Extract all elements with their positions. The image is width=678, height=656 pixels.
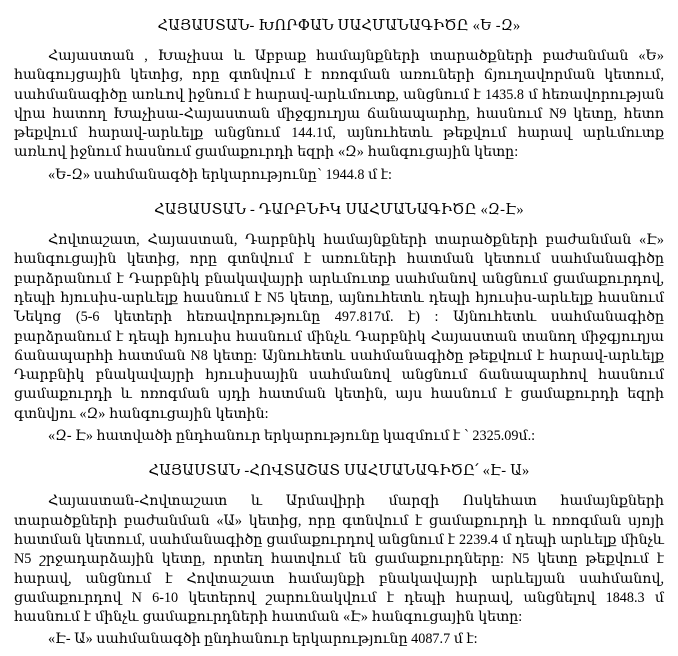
section-heading-3: ՀԱՅԱՍՏԱՆ -ՀՈՎՏԱՇԱՏ ՍԱՀՄԱՆԱԳԻԾԸ՛ «Է- Ա» bbox=[148, 463, 530, 480]
section-heading-2: ՀԱՅԱՍՏԱՆ - ԴԱՐԲՆԻԿ ՍԱՀՄԱՆԱԳԻԾԸ «Զ-Է» bbox=[154, 202, 524, 219]
section-body-2: Հովտաշատ, Հայաստան, Դարբնիկ համայնքների տարածքների բաժանման «Է» հանգուցային կետից, որը գտնվում է առուների հատման կետում սահմանագիծը բարձրանում է Դարբնիկ բնակավայրի արևմուտք սահմանով անցնում ցամաքուրդով, դեպի հյուսիս-արևելք հասնում է N5 կետը, այնուհետև դեպի հյուսիս-արևելք հասնում Նեկոց (5-6 կետերի հեռավորությունը 497.817մ. է) : Այնուհետև սահմանագիծը բարձրանում է դեպի հյուսիս հասնում մինչև Դարբնիկ Հայաստան տանող միջգյուղյա ճանապարհի հատման N8 կետը: Այնուհետև սահմանագիծը թեքվում է հարավ-արևելք Դարբնիկ բնակավայրի հյուսիսային սահմանով անցնում ճանապարհով հասնում ցամաքուրդի և ոռոգման սյդի հատման կետին, այս հասնում է ցամաքուրդի եզրի գտնվյու «Զ» հանգուցային կետին: bbox=[14, 232, 664, 422]
section-body-1: Հայաստան , Խաչիսա և Աբբաք համայնքների տարածքների բաժանման «Ե» հանգույցային կետից, որը գտնվում է ոռոգման առուների ճյուղավորման կետում, սահմանագիծը առևով իջնում է հարավ-արևմուտք, անցնում է 1435.8 մ հեռավորության վրա հատող Խաչիսա-Հայաստան միջգյուղյա ճանապարհը, հասնում N9 կետը, հետո թեքվում հարավ-արևելք անցնում 144.1մ, այնուհետև թեքվում հարավ արևմուտք առևով իջնում հասնում ցամաքուրդի եզրի «Զ» հանգուցային կետը: bbox=[14, 48, 664, 161]
section-summary-1: «Ե-Զ» սահմանագծի երկարությունը՝ 1944.8 մ է: bbox=[48, 166, 392, 183]
section-body-3: Հայաստան-Հովտաշատ և Արմավիրի մարզի Ոսկեհատ համայնքների տարածքների բաժանման «Ա» կետից, որը գտնվում է ցամաքուրդի և ոռոգման սյոյի հատման կետում, սահմանագիծը ցամաքուրդով անցնում է 2239.4 մ դեպի արևելք մինչև N5 շրջադարձային կետը, որտեղ հատվում են ցամաքուրդները: N5 կետը թեքվում է հարավ, անցնում է Հովտաշատ համայնքի բնակավայրի արևելյան սահմանով, ցամաքուրդով N 6-10 կետերով շարունակվում է դեպի հարավ, անցնելով 1848.3 մ հասնում է մինչև ցամաքուրդների հատման «Է» հանգուցային կետը: bbox=[14, 493, 664, 626]
section-summary-3: «Է- Ա» սահմանագծի ընդհանուր երկարությունը 4087.7 մ է: bbox=[48, 631, 478, 648]
section-heading-1: ՀԱՅԱՍՏԱՆ- ԽՈՐՓԱՆ ՍԱՀՄԱՆԱԳԻԾԸ «Ե -Զ» bbox=[157, 18, 521, 34]
section-summary-2: «Զ- Է» հատվածի ընդհանուր երկարությունը կազմում է ՝ 2325.09մ.: bbox=[48, 428, 536, 445]
